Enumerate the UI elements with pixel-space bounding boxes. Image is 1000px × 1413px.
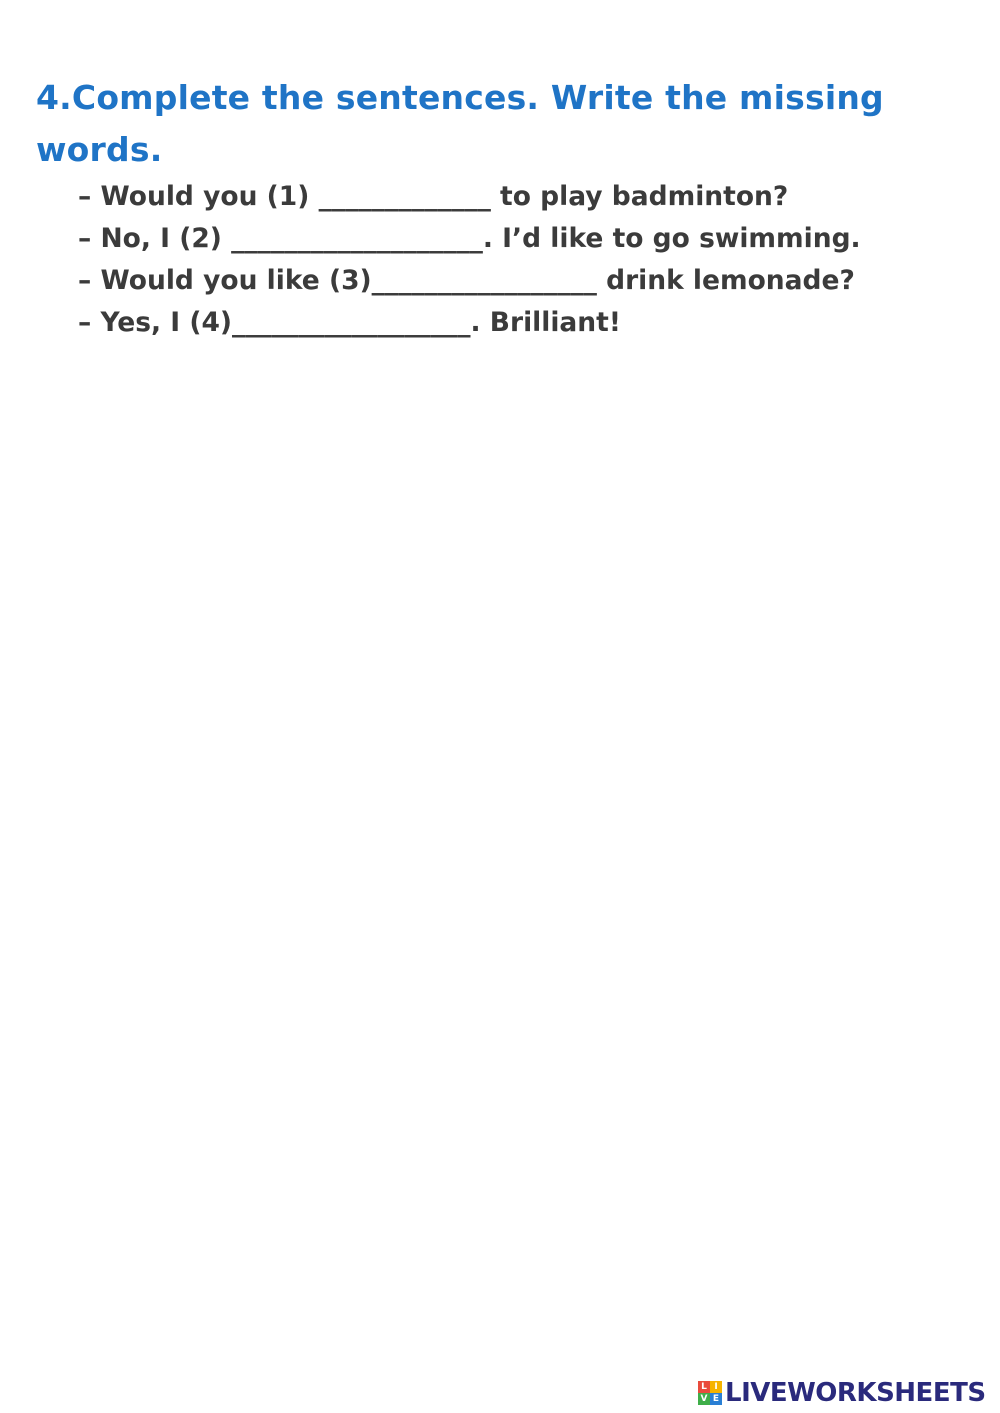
- exercise-title: 4.Complete the sentences. Write the missing words.: [36, 78, 884, 169]
- liveworksheets-logo: [698, 1378, 986, 1408]
- dialog-line-3: – Would you like (3)_________________ drink lemonade?: [78, 265, 855, 296]
- dialog-line-2: – No, I (2) ___________________. I’d like to go swimming.: [78, 223, 861, 254]
- dialog-line-1: – Would you (1) _____________ to play badminton?: [78, 181, 789, 212]
- dialog-lines: [78, 176, 978, 344]
- dialog-line-4: – Yes, I (4)__________________. Brilliant!: [78, 307, 621, 338]
- logo-text: LIVEWORKSHEETS: [725, 1378, 986, 1408]
- logo-blocks-icon: L I V E: [698, 1381, 722, 1405]
